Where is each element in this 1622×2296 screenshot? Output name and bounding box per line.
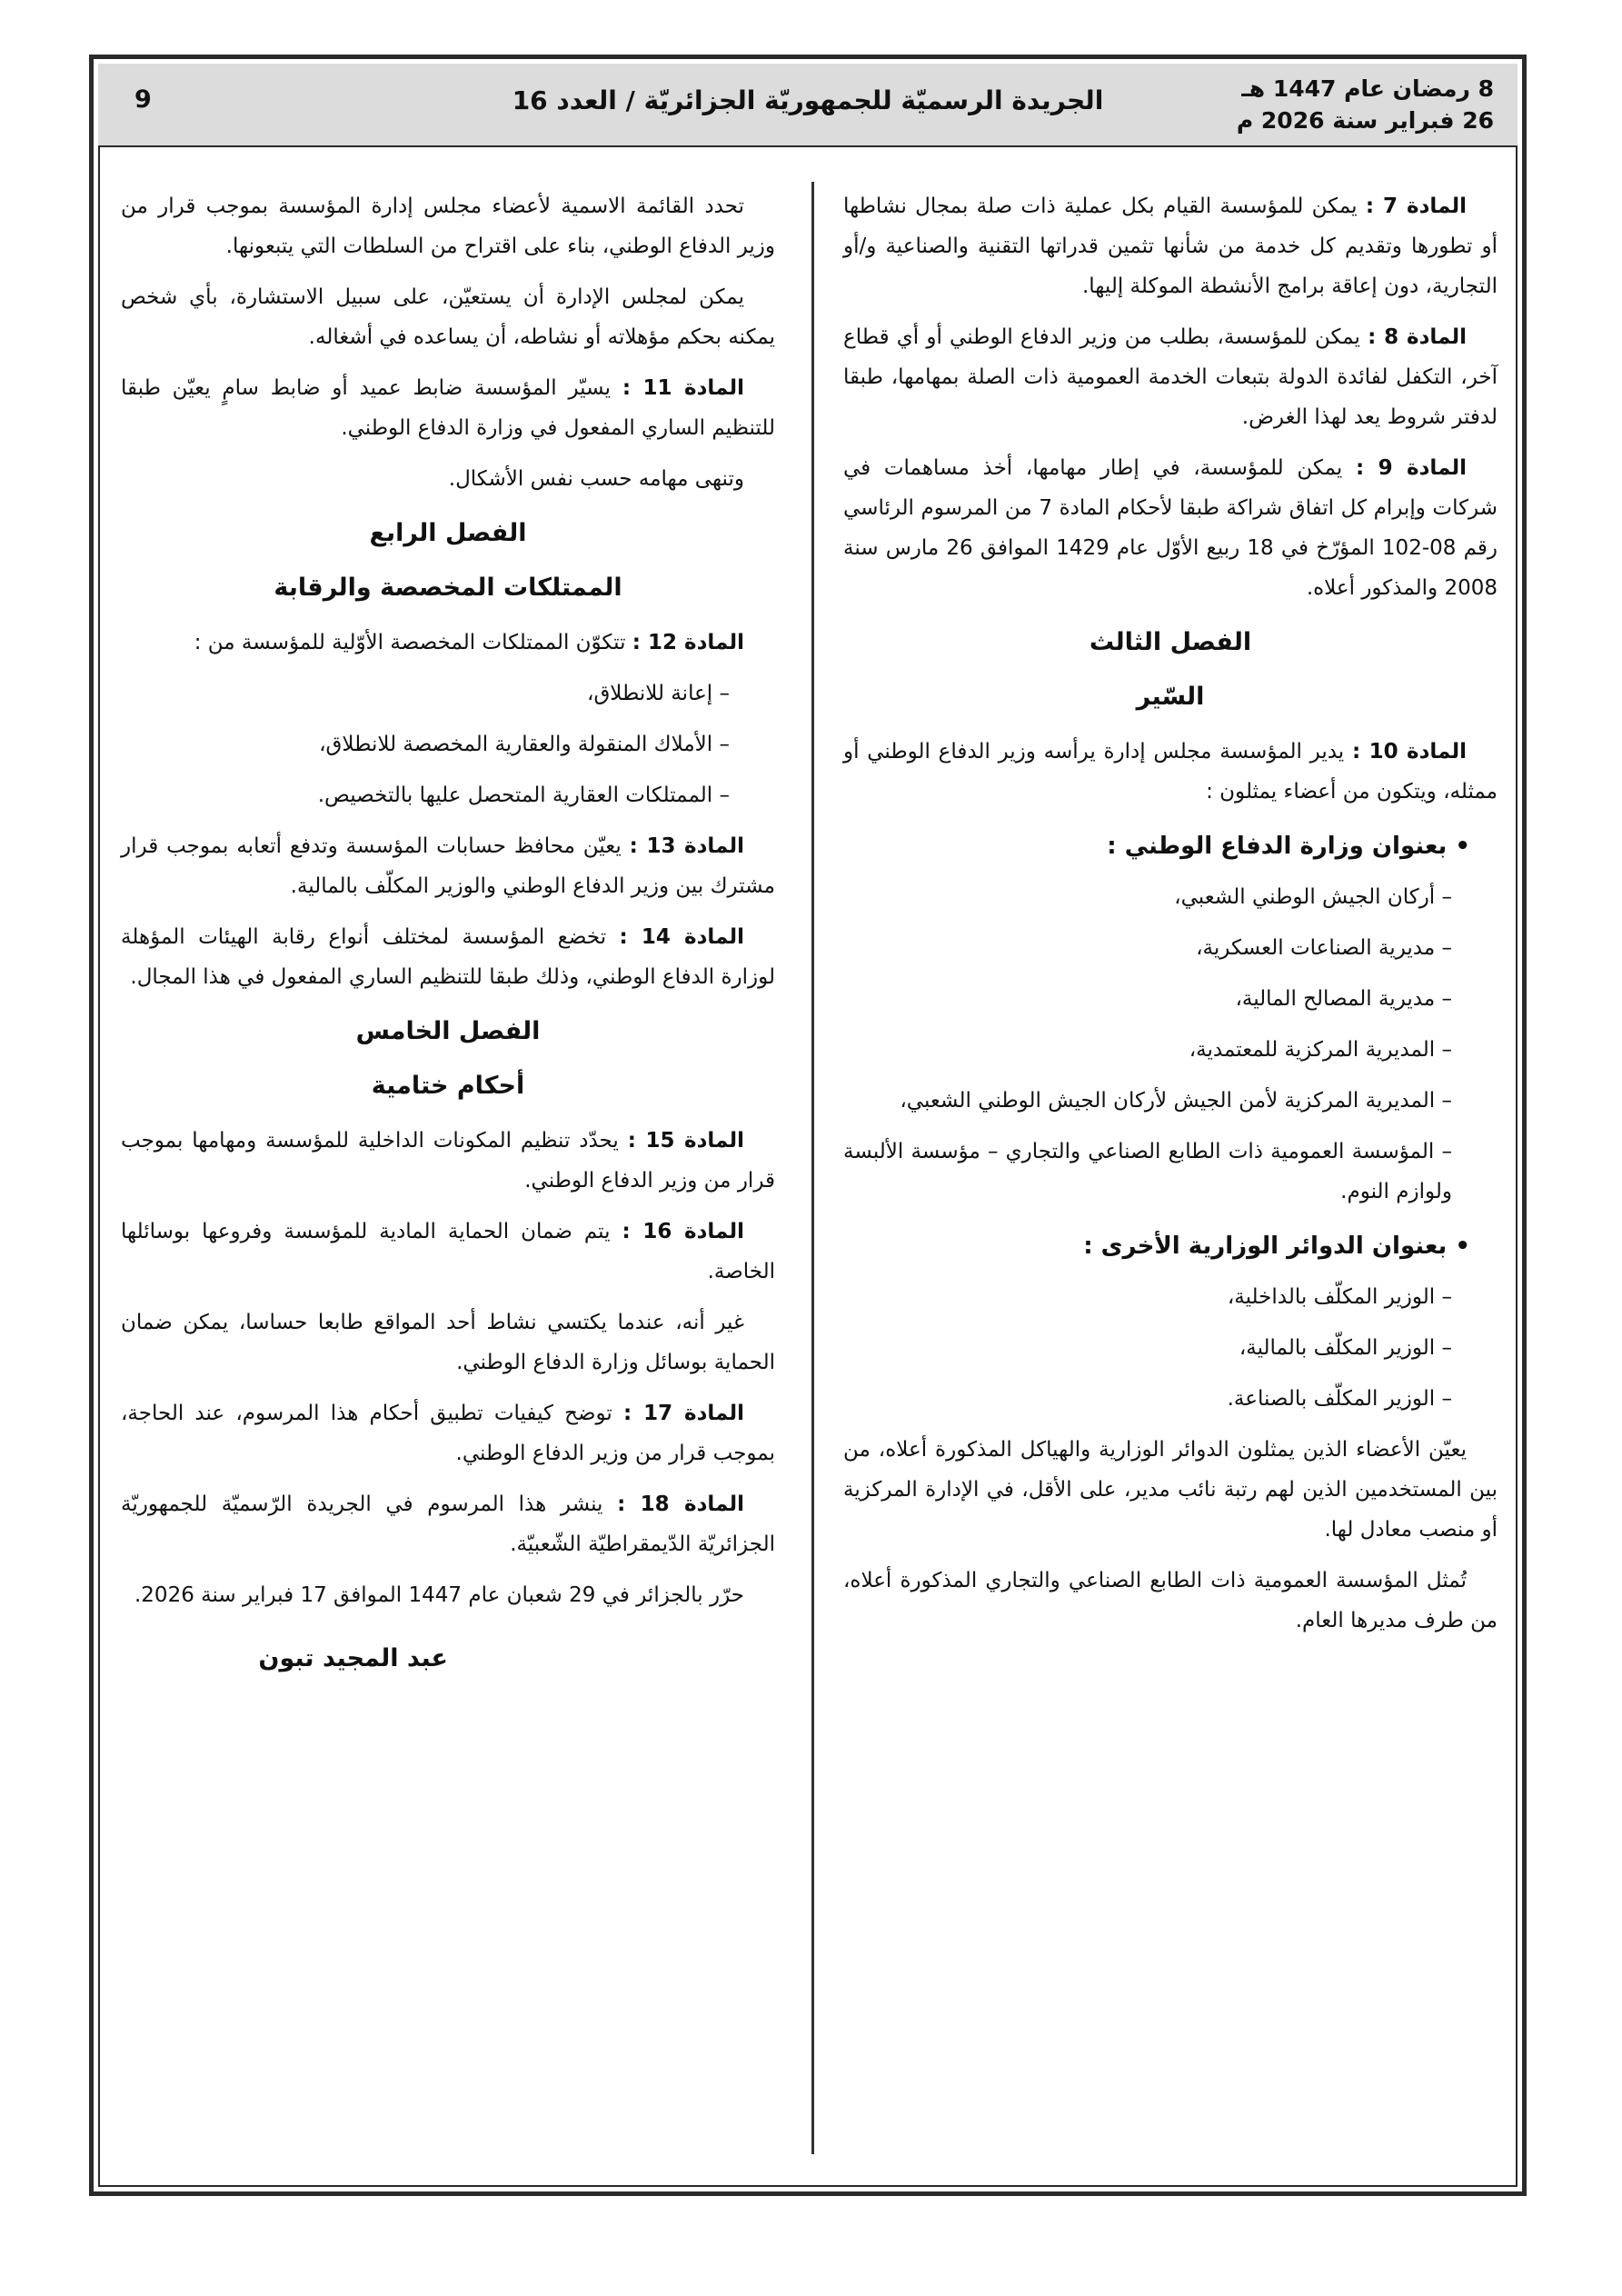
consultation-paragraph: يمكن لمجلس الإدارة أن يستعيّن، على سبيل الاستشارة، بأي شخص يمكنه بحكم مؤهلاته أو نشاطه، أن يساعده في أشغاله. [121, 285, 775, 349]
article-10-text: يدير المؤسسة مجلس إدارة يرأسه وزير الدفاع الوطني أو ممثله، ويتكون من أعضاء يمثلون : [843, 740, 1498, 804]
article-9 [843, 448, 1498, 608]
chapter-5-subtitle: أحكام ختامية [371, 1072, 525, 1100]
chapter-3-title: الفصل الثالث [1089, 628, 1252, 656]
list-item: – المديرية المركزية للمعتمدية، [1189, 1038, 1452, 1062]
members-list-paragraph: تحدد القائمة الاسمية لأعضاء مجلس إدارة المؤسسة بموجب قرار من وزير الدفاع الوطني، بناء على اقتراح من السلطات التي يتبعونها. [121, 195, 775, 258]
list-item: – الوزير المكلّف بالمالية، [1239, 1336, 1452, 1360]
article-7 [843, 186, 1498, 306]
article-17-label: المادة 17 : [623, 1402, 744, 1425]
mnd-heading: • بعنوان وزارة الدفاع الوطني : [1107, 833, 1470, 860]
article-11-text: يسيّر المؤسسة ضابط عميد أو ضابط سامٍ يعيّن طبقا للتنظيم الساري المفعول في وزارة الدفاع الوطني. [121, 376, 775, 440]
column-divider [811, 182, 814, 2154]
article-15 [121, 1121, 775, 1201]
article-12 [121, 623, 775, 663]
article-17 [121, 1393, 775, 1473]
article-7-label: المادة 7 : [1365, 195, 1467, 218]
header-date-hijri: 8 رمضان عام 1447 هـ [1241, 75, 1494, 102]
article-8-text: يمكن للمؤسسة، بطلب من وزير الدفاع الوطني أو أي قطاع آخر، التكفل لفائدة الدولة بتبعات الخدمة العمومية ذات الصلة بمهامها، طبقا لدفتر شروط يعد لهذا الغرض. [843, 325, 1498, 429]
list-item: – مديرية الصناعات العسكرية، [1196, 936, 1452, 960]
article-9-text: يمكن للمؤسسة، في إطار مهامها، أخذ مساهمات في شركات وإبرام كل اتفاق شراكة طبقا لأحكام المادة 7 من المرسوم الرئاسي رقم 08-102 المؤرّخ في 18 ربيع الأوّل عام 1429 الموافق 26 مارس سنة 2008 والمذكور أعلاه. [843, 456, 1498, 600]
list-item: – الوزير المكلّف بالداخلية، [1227, 1285, 1452, 1309]
article-18 [121, 1484, 775, 1564]
article-8 [843, 317, 1498, 437]
article-16-text: يتم ضمان الحماية المادية للمؤسسة وفروعها بوسائلها الخاصة. [121, 1220, 775, 1283]
page-header [98, 64, 1518, 147]
chapter-3-subtitle: السّير [1136, 683, 1205, 711]
chapter-5-title: الفصل الخامس [355, 1017, 541, 1045]
article-16-label: المادة 16 : [622, 1220, 744, 1243]
list-item: – المديرية المركزية لأمن الجيش لأركان الجيش الوطني الشعبي، [900, 1089, 1452, 1113]
article-7-text: يمكن للمؤسسة القيام بكل عملية ذات صلة بمجال نشاطها أو تطورها وتقديم كل خدمة من شأنها تثمين قدراتها التقنية والصناعية و/أو التجارية، دون إعاقة برامج الأنشطة الموكلة إليها. [843, 195, 1498, 298]
article-14 [121, 917, 775, 997]
representation-paragraph: تُمثل المؤسسة العمومية ذات الطابع الصناعي والتجاري المذكورة أعلاه، من طرف مديرها العام. [843, 1569, 1498, 1632]
list-item: – الأملاك المنقولة والعقارية المخصصة للانطلاق، [319, 733, 730, 756]
list-item: – المؤسسة العمومية ذات الطابع الصناعي والتجاري – مؤسسة الألبسة ولوازم النوم. [843, 1140, 1452, 1203]
article-16-continuation: غير أنه، عندما يكتسي نشاط أحد المواقع طابعا حساسا، يمكن ضمان الحماية بوسائل وزارة الدفاع الوطني. [121, 1311, 775, 1374]
article-18-label: المادة 18 : [617, 1492, 744, 1516]
other-ministries-heading: • بعنوان الدوائر الوزارية الأخرى : [1083, 1233, 1470, 1260]
header-date-gregorian: 26 فبراير سنة 2026 م [1236, 107, 1494, 134]
article-15-text: يحدّد تنظيم المكونات الداخلية للمؤسسة ومهامها بموجب قرار من وزير الدفاع الوطني. [121, 1129, 775, 1193]
chapter-4-subtitle: الممتلكات المخصصة والرقابة [274, 574, 622, 602]
list-item: – الوزير المكلّف بالصناعة. [1227, 1387, 1452, 1411]
article-13-text: يعيّن محافظ حسابات المؤسسة وتدفع أتعابه بموجب قرار مشترك بين وزير الدفاع الوطني والوزير المكلّف بالمالية. [121, 834, 775, 898]
article-15-label: المادة 15 : [627, 1129, 744, 1153]
article-12-text: تتكوّن الممتلكات المخصصة الأوّلية للمؤسسة من : [194, 631, 626, 654]
page-number: 9 [134, 85, 152, 114]
done-at-paragraph: حرّر بالجزائر في 29 شعبان عام 1447 الموافق 17 فبراير سنة 2026. [134, 1583, 744, 1607]
header-title: الجريدة الرسميّة للجمهوريّة الجزائريّة / العدد 16 [512, 85, 1104, 115]
chapter-4-title: الفصل الرابع [369, 519, 527, 547]
article-13 [121, 826, 775, 906]
list-item: – مديرية المصالح المالية، [1235, 987, 1452, 1011]
article-18-text: ينشر هذا المرسوم في الجريدة الرّسميّة للجمهوريّة الجزائريّة الدّيمقراطيّة الشّعبيّة. [121, 1492, 775, 1556]
article-11-label: المادة 11 : [622, 376, 744, 400]
signature: عبد المجيد تبون [258, 1644, 448, 1672]
members-paragraph: يعيّن الأعضاء الذين يمثلون الدوائر الوزارية والهياكل المذكورة أعلاه، من بين المستخدمين الذين لهم رتبة نائب مدير، على الأقل، في الإدارة المركزية أو منصب معادل لها. [843, 1438, 1498, 1542]
article-14-label: المادة 14 : [619, 925, 744, 949]
article-13-label: المادة 13 : [629, 834, 745, 858]
article-8-label: المادة 8 : [1368, 325, 1467, 349]
left-column [121, 186, 775, 1679]
article-9-label: المادة 9 : [1356, 456, 1467, 480]
list-item: – أركان الجيش الوطني الشعبي، [1174, 885, 1452, 909]
list-item: – إعانة للانطلاق، [587, 682, 730, 705]
article-16 [121, 1212, 775, 1292]
article-11-end: وتنهى مهامه حسب نفس الأشكال. [448, 467, 744, 491]
article-11 [121, 368, 775, 448]
list-item: – الممتلكات العقارية المتحصل عليها بالتخصيص. [317, 784, 730, 807]
article-10-label: المادة 10 : [1351, 740, 1467, 764]
article-10 [843, 732, 1498, 812]
article-12-label: المادة 12 : [632, 631, 744, 654]
article-17-text: توضح كيفيات تطبيق أحكام هذا المرسوم، عند الحاجة، بموجب قرار من وزير الدفاع الوطني. [121, 1402, 775, 1465]
right-column [843, 186, 1498, 1652]
article-14-text: تخضع المؤسسة لمختلف أنواع رقابة الهيئات المؤهلة لوزارة الدفاع الوطني، وذلك طبقا للتنظيم الساري المفعول في هذا المجال. [121, 925, 775, 989]
